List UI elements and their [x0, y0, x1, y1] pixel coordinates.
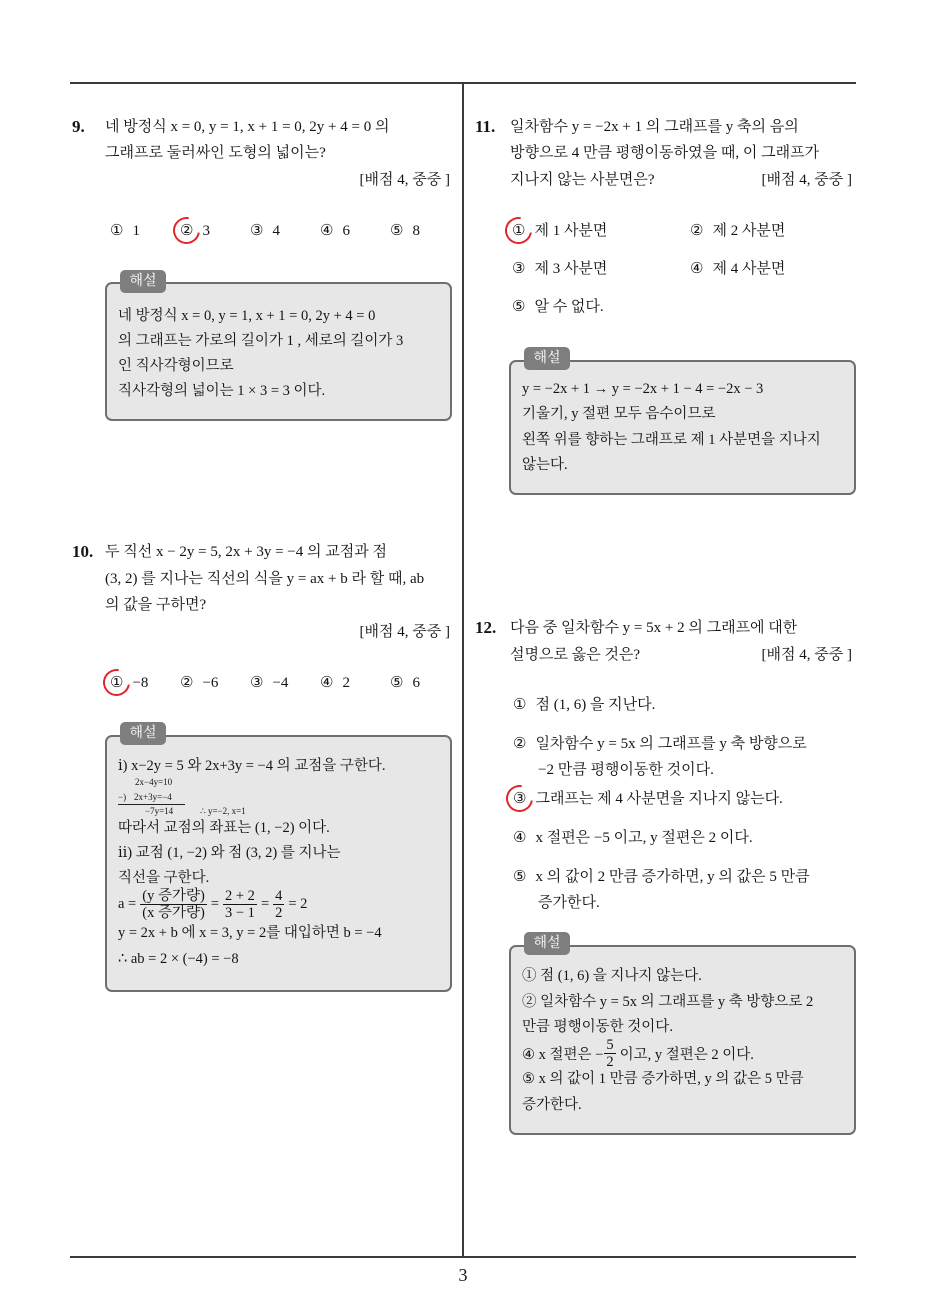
question-text-line: 다음 중 일차함수 y = 5x + 2 의 그래프에 대한 — [510, 620, 798, 636]
choice-mark: ② — [513, 736, 527, 752]
fraction-numerator: 5 — [606, 1036, 614, 1053]
calc-row-3: −7y=14 — [145, 806, 174, 816]
equals-sign: = — [260, 895, 270, 912]
equals-sign: = — [210, 895, 219, 912]
choice-text: 3 — [202, 223, 210, 239]
choice-mark: ⑤ — [390, 223, 404, 239]
choice-text: 제 3 사분면 — [534, 261, 608, 277]
choice-mark: ⑤ — [390, 675, 404, 691]
score-info: [배점 4, 중중 ] — [761, 172, 852, 188]
choice-1 — [513, 692, 655, 718]
slope-equation — [118, 886, 307, 922]
choice-mark: ④ — [690, 261, 704, 277]
fraction-denominator: 2 — [606, 1053, 614, 1070]
fraction-numerator: 4 — [275, 887, 283, 904]
choice-mark: ④ — [320, 675, 334, 691]
explanation-line: 따라서 교점의 좌표는 (1, −2) 이다. — [118, 820, 330, 836]
question-text-line: 지나지 않는 사분면은? — [510, 172, 655, 188]
calc-minus-sign: −) — [118, 792, 127, 802]
choice-text: 6 — [412, 675, 420, 691]
explanation-tab: 해설 — [120, 270, 166, 293]
slope-fraction-1 — [140, 888, 207, 921]
choice-mark: ⑤ — [512, 299, 526, 315]
explanation-line: 직사각형의 넓이는 1 × 3 = 3 이다. — [118, 383, 326, 399]
question-number: 9. — [72, 117, 85, 136]
question-number: 10. — [72, 542, 94, 561]
choice-5 — [512, 294, 604, 320]
choice-5 — [513, 864, 810, 890]
page-number: 3 — [458, 1265, 468, 1285]
question-text-line: 방향으로 4 만큼 평행이동하였을 때, 이 그래프가 — [510, 145, 820, 161]
explanation-line: ⑤ x 의 값이 1 만큼 증가하면, y 의 값은 5 만큼 — [522, 1071, 804, 1087]
score-info: [배점 4, 중중 ] — [359, 624, 450, 640]
slope-lhs: a = — [118, 895, 137, 912]
choice-4 — [320, 218, 350, 244]
choice-5 — [390, 670, 420, 696]
explanation-line: ② 일차함수 y = 5x 의 그래프를 y 축 방향으로 2 — [522, 994, 814, 1010]
choice-mark: ② — [180, 218, 193, 244]
calc-row-1: 2x−4y=10 — [135, 777, 173, 787]
explanation-tab: 해설 — [120, 722, 166, 745]
choice-text: 알 수 없다. — [534, 299, 604, 315]
explanation-line: 기울기, y 절편 모두 음수이므로 — [522, 406, 716, 422]
choice-text: −6 — [202, 675, 219, 691]
explanation-line: 네 방정식 x = 0, y = 1, x + 1 = 0, 2y + 4 = 0 — [118, 308, 376, 324]
intercept-suffix: 이고, y 절편은 2 이다. — [619, 1046, 754, 1063]
choice-text: −4 — [272, 675, 289, 691]
calc-row-2: 2x+3y=−4 — [134, 792, 172, 802]
explanation-line: 의 그래프는 가로의 길이가 1 , 세로의 길이가 3 — [118, 333, 404, 349]
fraction-numerator: 2 + 2 — [225, 887, 255, 904]
question-number: 11. — [475, 117, 496, 136]
choice-text: −8 — [132, 675, 149, 691]
choice-text: x 절편은 −5 이고, y 절편은 2 이다. — [535, 830, 753, 846]
slope-fraction-2 — [223, 888, 257, 921]
choice-5 — [390, 218, 420, 244]
bottom-rule — [70, 1256, 856, 1258]
explanation-line: 증가한다. — [522, 1097, 582, 1113]
explanation-tab: 해설 — [524, 932, 570, 955]
explanation-step-2: ⅱ) 교점 (1, −2) 와 점 (3, 2) 를 지나는 — [118, 845, 341, 861]
choice-text-continued: 증가한다. — [538, 895, 600, 911]
fraction-denominator: (x 증가량) — [142, 904, 205, 921]
choice-text: 2 — [342, 675, 350, 691]
choice-text: 6 — [342, 223, 350, 239]
choice-mark: ③ — [250, 223, 264, 239]
choice-mark: ② — [690, 223, 704, 239]
question-number: 12. — [475, 618, 497, 637]
column-divider — [462, 82, 464, 1256]
choice-3 — [513, 786, 783, 812]
choice-4 — [690, 256, 785, 282]
choice-mark: ③ — [512, 261, 526, 277]
choice-text: 4 — [272, 223, 280, 239]
intercept-line — [522, 1036, 754, 1070]
choice-text-continued: −2 만큼 평행이동한 것이다. — [538, 762, 714, 778]
question-text-line: 일차함수 y = −2x + 1 의 그래프를 y 축의 음의 — [510, 119, 799, 135]
slope-fraction-3 — [273, 888, 284, 921]
explanation-line: 않는다. — [522, 457, 568, 473]
choice-mark: ④ — [320, 223, 334, 239]
choice-text: 제 4 사분면 — [712, 261, 786, 277]
calc-result: ∴ y=−2, x=1 — [200, 806, 246, 816]
choice-text: 그래프는 제 4 사분면을 지나지 않는다. — [535, 791, 783, 807]
choice-1 — [110, 670, 148, 696]
explanation-tab: 해설 — [524, 347, 570, 370]
explanation-line: ① 점 (1, 6) 을 지나지 않는다. — [522, 968, 702, 984]
choice-mark: ① — [110, 670, 123, 696]
explanation-step-1: ⅰ) x−2y = 5 와 2x+3y = −4 의 교점을 구한다. — [118, 758, 386, 774]
question-text-line: 네 방정식 x = 0, y = 1, x + 1 = 0, 2y + 4 = 0 의 — [105, 119, 390, 135]
choice-4 — [320, 670, 350, 696]
explanation-box — [509, 945, 856, 1135]
choice-mark: ② — [180, 675, 194, 691]
choice-text: 제 1 사분면 — [534, 223, 608, 239]
explanation-line: 인 직사각형이므로 — [118, 358, 234, 374]
choice-1 — [110, 218, 140, 244]
choice-2 — [180, 670, 218, 696]
choice-mark: ① — [110, 223, 124, 239]
choice-text: 제 2 사분면 — [712, 223, 786, 239]
choice-3 — [512, 256, 607, 282]
choice-text: 일차함수 y = 5x 의 그래프를 y 축 방향으로 — [535, 736, 807, 752]
choice-text: 8 — [412, 223, 420, 239]
fraction-numerator: (y 증가량) — [142, 887, 205, 904]
slope-result: = 2 — [288, 895, 308, 912]
choice-4 — [513, 825, 753, 851]
choice-mark: ③ — [250, 675, 264, 691]
choice-mark: ① — [512, 218, 525, 244]
choice-3 — [250, 218, 280, 244]
choice-2 — [180, 218, 210, 244]
explanation-line: 직선을 구한다. — [118, 870, 210, 886]
choice-mark: ③ — [513, 786, 526, 812]
explanation-box — [105, 735, 452, 992]
intercept-fraction — [604, 1037, 615, 1070]
intercept-prefix: ④ x 절편은 − — [522, 1046, 604, 1063]
choice-3 — [250, 670, 288, 696]
choice-mark: ① — [513, 697, 527, 713]
explanation-line: 왼쪽 위를 향하는 그래프로 제 1 사분면을 지나지 — [522, 432, 821, 448]
explanation-box — [509, 360, 856, 495]
score-info: [배점 4, 중중 ] — [761, 647, 852, 663]
choice-1 — [512, 218, 607, 244]
score-info: [배점 4, 중중 ] — [359, 172, 450, 188]
explanation-line: 만큼 평행이동한 것이다. — [522, 1019, 673, 1035]
question-text-line: 그래프로 둘러싸인 도형의 넓이는? — [105, 145, 326, 161]
choice-text: 점 (1, 6) 을 지난다. — [535, 697, 656, 713]
fraction-denominator: 3 − 1 — [225, 904, 255, 921]
question-text-line: (3, 2) 를 지나는 직선의 식을 y = ax + b 라 할 때, ab — [105, 571, 425, 587]
explanation-conclusion: ∴ ab = 2 × (−4) = −8 — [118, 951, 239, 967]
question-text-line: 설명으로 옳은 것은? — [510, 647, 641, 663]
explanation-line: y = −2x + 1 → y = −2x + 1 − 4 = −2x − 3 — [522, 381, 764, 397]
choice-text: x 의 값이 2 만큼 증가하면, y 의 값은 5 만큼 — [535, 869, 810, 885]
choice-mark: ⑤ — [513, 869, 527, 885]
explanation-line: y = 2x + b 에 x = 3, y = 2를 대입하면 b = −4 — [118, 925, 382, 941]
choice-mark: ④ — [513, 830, 527, 846]
choice-2 — [513, 731, 807, 757]
choice-2 — [690, 218, 785, 244]
question-text-line: 의 값을 구하면? — [105, 597, 207, 613]
fraction-denominator: 2 — [275, 904, 283, 921]
explanation-box — [105, 282, 452, 421]
choice-text: 1 — [132, 223, 140, 239]
question-text-line: 두 직선 x − 2y = 5, 2x + 3y = −4 의 교점과 점 — [105, 544, 387, 560]
